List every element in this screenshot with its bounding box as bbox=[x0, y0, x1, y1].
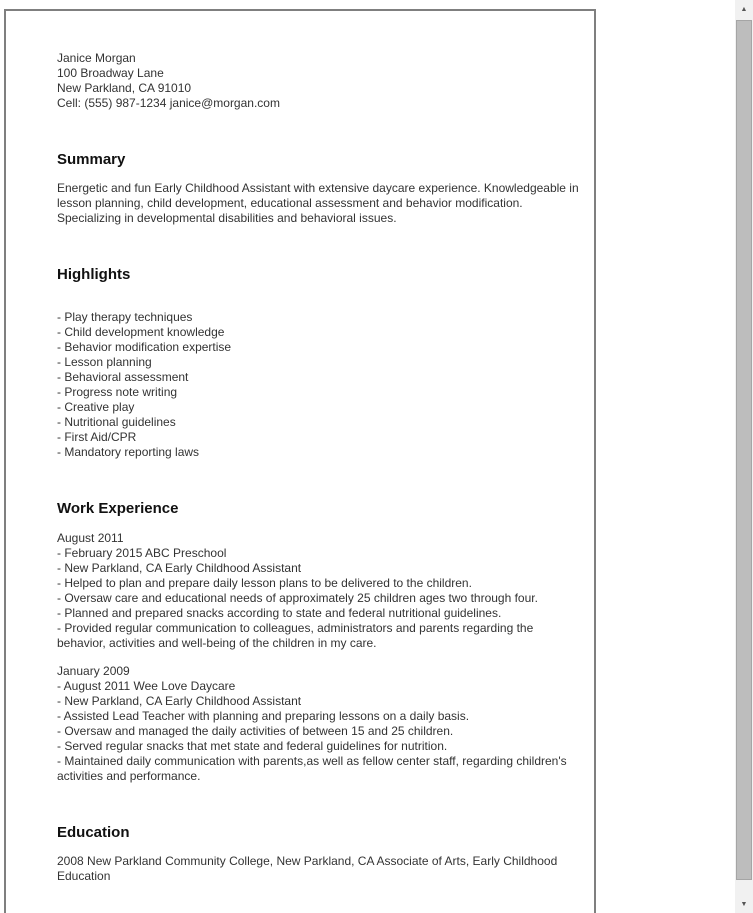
job-entry-wee-love-daycare bbox=[57, 651, 584, 784]
job-line: - August 2011 Wee Love Daycare bbox=[57, 679, 236, 693]
job-entry-abc-preschool bbox=[57, 518, 584, 651]
summary-section bbox=[57, 111, 584, 226]
highlight-item: - Child development knowledge bbox=[57, 325, 225, 339]
job-line: January 2009 bbox=[57, 664, 130, 678]
contact-name: Janice Morgan bbox=[57, 51, 136, 65]
up-arrow-icon: ▲ bbox=[740, 5, 748, 13]
highlight-item: - Behavior modification expertise bbox=[57, 340, 232, 354]
job-line: - Served regular snacks that met state and federal guidelines for nutrition. bbox=[57, 739, 448, 753]
highlights-heading: Highlights bbox=[57, 266, 131, 283]
vertical-scrollbar[interactable] bbox=[735, 0, 753, 913]
education-text: 2008 New Parkland Community College, New Parkland, CA Associate of Arts, Early Childhood Education bbox=[57, 854, 558, 883]
resume-page bbox=[4, 9, 596, 913]
job-line: - New Parkland, CA Early Childhood Assistant bbox=[57, 694, 302, 708]
contact-address-line1: 100 Broadway Lane bbox=[57, 66, 164, 80]
highlight-item: - Lesson planning bbox=[57, 355, 152, 369]
highlight-item: - Behavioral assessment bbox=[57, 370, 189, 384]
highlights-list bbox=[57, 284, 584, 460]
job-line: - Planned and prepared snacks according to state and federal nutritional guidelines. bbox=[57, 606, 502, 620]
highlight-item: - Nutritional guidelines bbox=[57, 415, 176, 429]
highlights-section bbox=[57, 226, 584, 460]
summary-text: Energetic and fun Early Childhood Assistant with extensive daycare experience. Knowledgeable in lesson planning, child development, educational assessment and behavior modification. Specializing in developmental disabilities and behavioral issues. bbox=[57, 181, 579, 225]
down-arrow-icon: ▼ bbox=[740, 900, 748, 908]
summary-heading: Summary bbox=[57, 151, 126, 168]
job-line: - Provided regular communication to colleagues, administrators and parents regarding the behavior, activities and well-being of the children in my care. bbox=[57, 621, 534, 650]
contact-phone-email: Cell: (555) 987-1234 janice@morgan.com bbox=[57, 96, 280, 110]
highlight-item: - First Aid/CPR bbox=[57, 430, 137, 444]
education-section bbox=[57, 784, 584, 884]
scroll-up-button[interactable] bbox=[735, 0, 753, 18]
scrollbar-thumb[interactable] bbox=[736, 20, 752, 880]
highlight-item: - Progress note writing bbox=[57, 385, 178, 399]
resume-content bbox=[6, 11, 594, 884]
work-experience-heading: Work Experience bbox=[57, 500, 179, 517]
contact-address-line2: New Parkland, CA 91010 bbox=[57, 81, 192, 95]
job-line: - Maintained daily communication with parents,as well as fellow center staff, regarding children's activities and performance. bbox=[57, 754, 567, 783]
job-line: August 2011 bbox=[57, 531, 124, 545]
job-line: - Oversaw care and educational needs of approximately 25 children ages two through four. bbox=[57, 591, 538, 605]
job-line: - February 2015 ABC Preschool bbox=[57, 546, 227, 560]
highlight-item: - Mandatory reporting laws bbox=[57, 445, 200, 459]
education-heading: Education bbox=[57, 824, 130, 841]
scroll-down-button[interactable] bbox=[735, 895, 753, 913]
contact-block bbox=[57, 51, 584, 111]
highlight-item: - Creative play bbox=[57, 400, 135, 414]
highlight-item: - Play therapy techniques bbox=[57, 310, 193, 324]
job-line: - Oversaw and managed the daily activities of between 15 and 25 children. bbox=[57, 724, 454, 738]
job-line: - Assisted Lead Teacher with planning and preparing lessons on a daily basis. bbox=[57, 709, 470, 723]
job-line: - Helped to plan and prepare daily lesson plans to be delivered to the children. bbox=[57, 576, 472, 590]
job-line: - New Parkland, CA Early Childhood Assistant bbox=[57, 561, 302, 575]
work-experience-section bbox=[57, 460, 584, 784]
